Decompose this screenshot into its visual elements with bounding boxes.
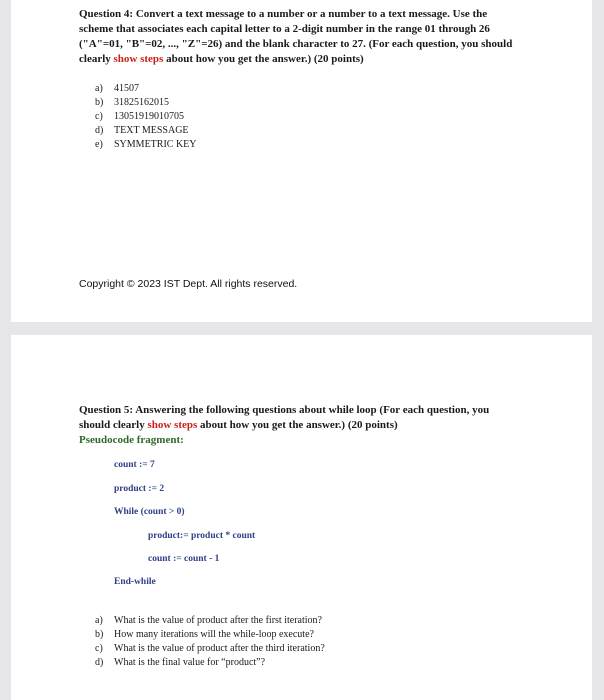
- code-line-2: product := 2: [114, 484, 165, 494]
- code-line-1: count := 7: [114, 460, 155, 470]
- code-line-4: product:= product * count: [148, 531, 256, 541]
- q4-text: Question 4: Convert a text message to a number or a number to a text message. Use the scheme that associates each capital letter to a 2-digit number in the range 01 through 26 ("A"=01, "B"=02, ..., "Z"=26) and the blank character to 27. (For each question, you should clearly: [79, 8, 513, 65]
- q5-points: about how you get the answer.) (20 points): [197, 419, 398, 431]
- list-item: b) How many iterations will the while-loop execute?: [95, 629, 314, 640]
- q4-show-steps: show steps: [113, 53, 164, 65]
- pseudocode-label: Pseudocode fragment:: [79, 434, 184, 446]
- code-line-6: End-while: [114, 577, 156, 587]
- question-4-items: [95, 82, 197, 152]
- copyright-notice: Copyright © 2023 IST Dept. All rights reserved.: [79, 278, 298, 290]
- list-item: d) What is the final value for “product”?: [95, 657, 266, 668]
- q4-points: about how you get the answer.) (20 points): [163, 53, 364, 65]
- list-item: a) 41507: [95, 83, 139, 94]
- list-item: d) TEXT MESSAGE: [95, 125, 189, 136]
- code-line-5: count := count - 1: [148, 554, 220, 564]
- document-page-2: [11, 335, 592, 700]
- question-4-heading: [79, 7, 519, 67]
- list-item: e) SYMMETRIC KEY: [95, 139, 197, 150]
- document-page-1: [11, 0, 592, 322]
- list-item: c) 13051919010705: [95, 111, 184, 122]
- list-item: a) What is the value of product after the first iteration?: [95, 615, 322, 626]
- q5-text: Question 5: Answering the following questions about while loop (For each question, you should clearly: [79, 404, 490, 431]
- question-5-heading: [79, 403, 519, 448]
- list-item: b) 31825162015: [95, 97, 169, 108]
- question-5-items: [95, 614, 325, 670]
- code-line-3: While (count > 0): [114, 507, 185, 517]
- list-item: c) What is the value of product after the third iteration?: [95, 643, 325, 654]
- q5-show-steps: show steps: [147, 419, 198, 431]
